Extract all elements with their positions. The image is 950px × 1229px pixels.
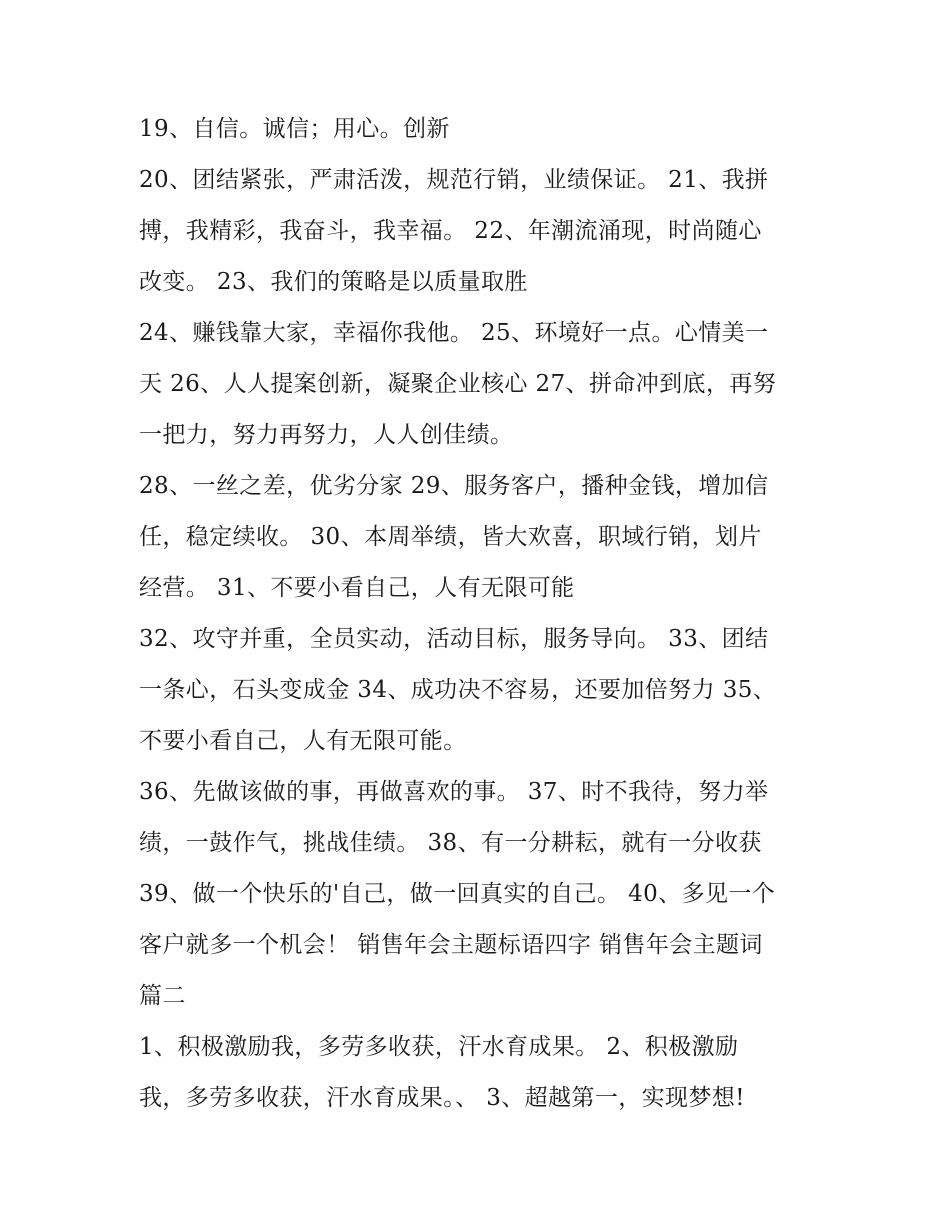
text-line: 19、自信。诚信；用心。创新 — [139, 116, 450, 142]
text-line: 经营。 31、不要小看自己，人有无限可能 — [139, 575, 575, 601]
text-line: 我，多劳多收获，汗水育成果。、 3、超越第一，实现梦想! — [139, 1085, 745, 1111]
text-line: 36、先做该做的事，再做喜欢的事。 37、时不我待，努力举 — [139, 779, 769, 805]
text-line: 篇二 — [139, 983, 186, 1009]
text-line: 39、做一个快乐的'自己，做一回真实的自己。 40、多见一个 — [139, 881, 776, 907]
text-line: 32、攻守并重，全员实动，活动目标，服务导向。 33、团结 — [139, 626, 769, 652]
text-line: 不要小看自己，人有无限可能。 — [139, 728, 467, 754]
text-line: 24、赚钱靠大家，幸福你我他。 25、环境好一点。心情美一 — [139, 320, 769, 346]
text-line: 改变。 23、我们的策略是以质量取胜 — [139, 269, 528, 295]
text-line: 一把力，努力再努力，人人创佳绩。 — [139, 422, 514, 448]
text-line: 28、一丝之差，优劣分家 29、服务客户，播种金钱，增加信 — [139, 473, 769, 499]
text-line: 1、积极激励我，多劳多收获，汗水育成果。 2、积极激励 — [139, 1034, 739, 1060]
text-line: 天 26、人人提案创新，凝聚企业核心 27、拼命冲到底，再努 — [139, 371, 777, 397]
text-line: 20、团结紧张，严肃活泼，规范行销，业绩保证。 21、我拼 — [139, 167, 769, 193]
text-line: 搏，我精彩，我奋斗，我幸福。 22、年潮流涌现，时尚随心 — [139, 218, 762, 244]
text-line: 一条心，石头变成金 34、成功决不容易，还要加倍努力 35、 — [139, 677, 777, 703]
text-line: 客户就多一个机会！ 销售年会主题标语四字 销售年会主题词 — [139, 932, 763, 958]
text-line: 任，稳定续收。 30、本周举绩，皆大欢喜，职域行销，划片 — [139, 524, 762, 550]
text-line: 绩，一鼓作气，挑战佳绩。 38、有一分耕耘，就有一分收获 — [139, 830, 762, 856]
